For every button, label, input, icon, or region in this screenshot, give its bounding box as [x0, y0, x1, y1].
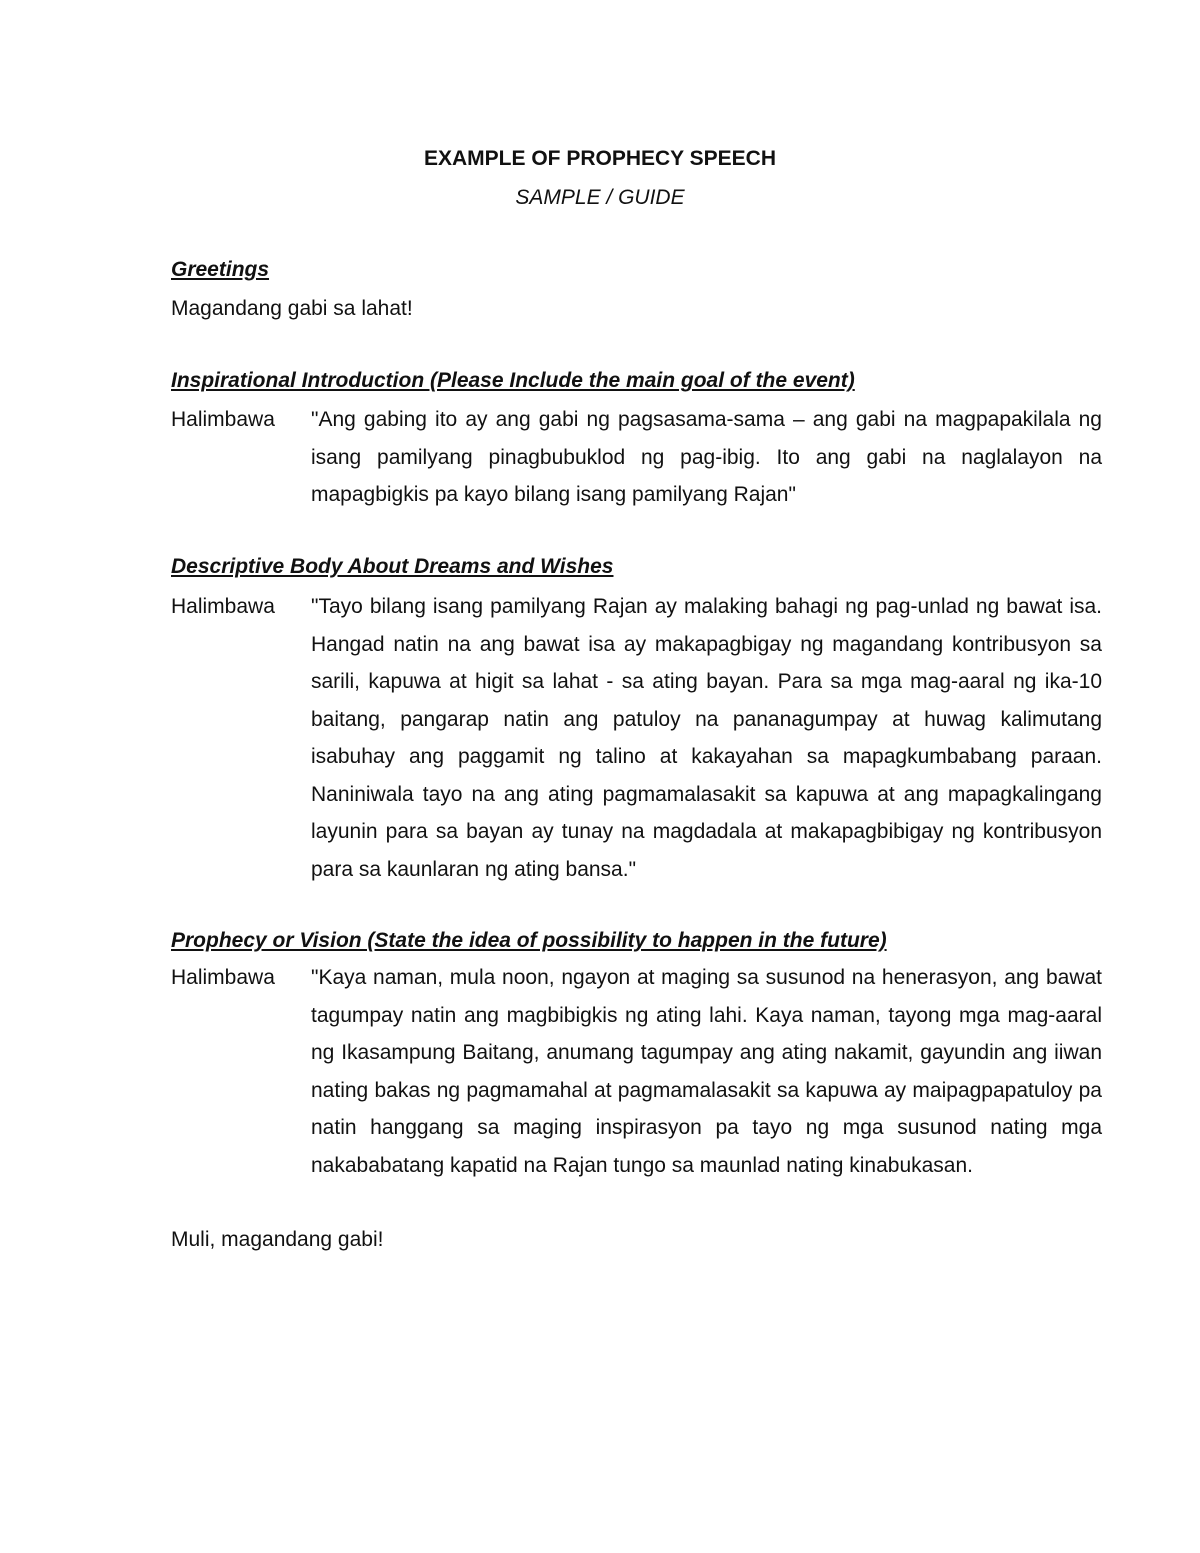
closing-text: Muli, magandang gabi! — [171, 1228, 384, 1251]
section-heading-body: Descriptive Body About Dreams and Wishes — [171, 555, 614, 578]
section-heading-prophecy: Prophecy or Vision (State the idea of possibility to happen in the future) — [171, 929, 887, 952]
example-text-prophecy: "Kaya naman, mula noon, ngayon at maging sa susunod na henerasyon, ang bawat tagumpay natin ang magbibigkis ng ating lahi. Kaya naman, tayong mga mag-aaral ng Ikasampung Baitang, anumang tagumpay ang ating nakamit, gayundin ang iiwan nating bakas ng pagmamahal at pagmamalasakit sa kapuwa ay maipagpapatuloy pa natin hanggang sa maging inspirasyon pa tayo ng mga susunod nating mga nakababatang kapatid na Rajan tungo sa maunlad nating kinabukasan. — [311, 966, 1102, 1177]
section-heading-greetings: Greetings — [171, 258, 270, 281]
example-label-introduction: Halimbawa — [171, 408, 275, 431]
example-label-body: Halimbawa — [171, 595, 275, 618]
example-label-prophecy: Halimbawa — [171, 966, 275, 989]
document-subtitle: SAMPLE / GUIDE — [515, 186, 685, 209]
example-text-body: "Tayo bilang isang pamilyang Rajan ay malaking bahagi ng pag-unlad ng bawat isa. Hangad natin na ang bawat isa ay makapagbigay ng magandang kontribusyon sa sarili, kapuwa at higit sa lahat - sa ating bayan. Para sa mga mag-aaral ng ika-10 baitang, pangarap natin ang patuloy na pananagumpay at huwag kalimutang isabuhay ang paggamit ng talino at kakayahan sa mapagkumbabang paraan. Naniniwala tayo na ang ating pagmamalasakit sa kapuwa at ang mapagkalingang layunin para sa bayan ay tunay na magdadala at makapagbibigay ng kontribusyon para sa kaunlaran ng ating bansa." — [311, 595, 1102, 881]
section-heading-introduction: Inspirational Introduction (Please Include the main goal of the event) — [171, 369, 855, 392]
greetings-text: Magandang gabi sa lahat! — [171, 297, 413, 320]
document-title: EXAMPLE OF PROPHECY SPEECH — [423, 147, 777, 170]
example-text-introduction: "Ang gabing ito ay ang gabi ng pagsasama-sama – ang gabi na magpapakilala ng isang pamilyang pinagbubuklod ng pag-ibig. Ito ang gabi na naglalayon na mapagbigkis pa kayo bilang isang pamilyang Rajan" — [311, 408, 1102, 506]
